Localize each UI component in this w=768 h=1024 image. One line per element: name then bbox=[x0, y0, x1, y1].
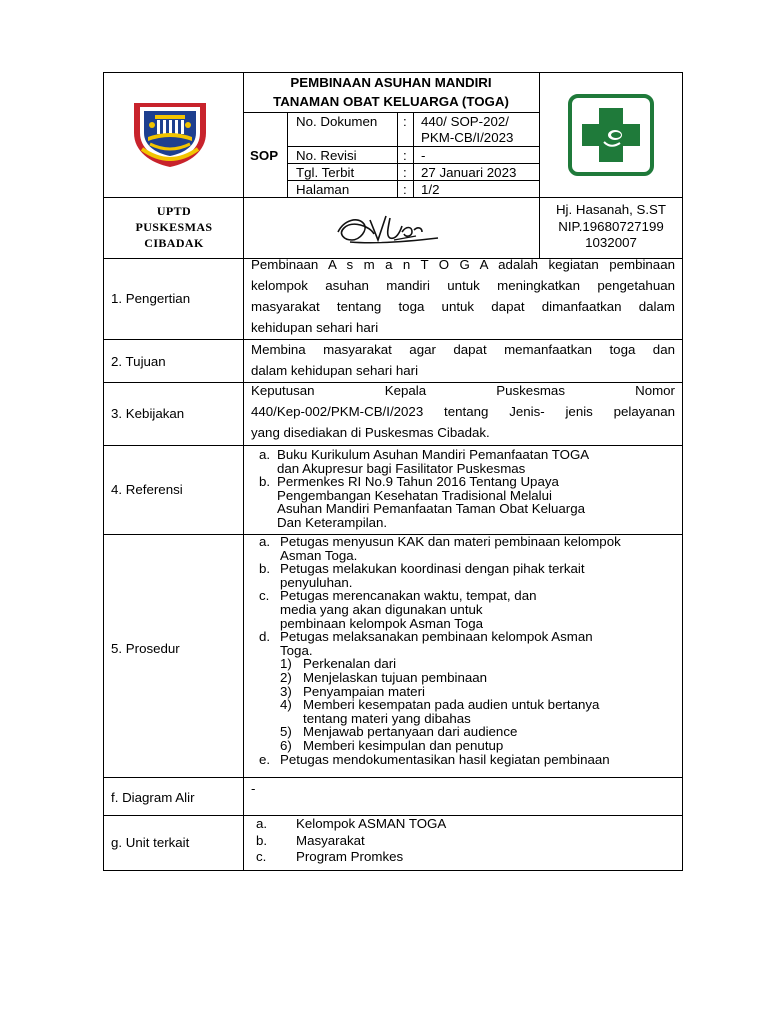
puskesmas-logo bbox=[568, 94, 654, 176]
list-text: Perkenalan dari bbox=[303, 656, 397, 672]
meta-value-no-dokumen-1: 440/ SOP-202/ bbox=[421, 114, 509, 129]
list-item bbox=[259, 475, 679, 489]
list-marker: 2) bbox=[280, 669, 292, 685]
list-marker: e. bbox=[259, 751, 271, 767]
meta-row-line bbox=[287, 180, 539, 181]
table-border-right bbox=[682, 72, 683, 871]
colon-divider-left bbox=[397, 112, 398, 197]
list-item-cont bbox=[259, 502, 679, 516]
document-title-line2: TANAMAN OBAT KELUARGA (TOGA) bbox=[273, 94, 509, 109]
list-item bbox=[256, 849, 676, 866]
list-text: Penyampaian materi bbox=[303, 683, 425, 699]
list-item bbox=[259, 589, 679, 603]
colon-divider-right bbox=[413, 112, 414, 197]
list-text: Petugas melakukan koordinasi dengan pihak terkait bbox=[280, 561, 585, 577]
signer-name: Hj. Hasanah, S.ST bbox=[555, 202, 667, 217]
list-text: Toga. bbox=[280, 642, 313, 658]
list-item-cont bbox=[259, 576, 679, 590]
section-label-diagram-alir: f. Diagram Alir bbox=[111, 790, 195, 805]
meta-sep: : bbox=[403, 165, 407, 180]
sop-label: SOP bbox=[250, 148, 279, 163]
sub-item bbox=[259, 685, 679, 699]
document-title-line1: PEMBINAAN ASUHAN MANDIRI bbox=[290, 75, 492, 90]
list-item bbox=[259, 753, 679, 767]
list-text: Masyarakat bbox=[296, 832, 365, 848]
list-text: Pengembangan Kesehatan Tradisional Melalui bbox=[277, 487, 552, 503]
list-item-cont bbox=[259, 617, 679, 631]
list-marker: b. bbox=[256, 832, 268, 848]
list-text: Buku Kurikulum Asuhan Mandiri Pemanfaatan TOGA bbox=[277, 447, 590, 462]
section-text-tujuan bbox=[251, 339, 675, 381]
list-item-cont bbox=[259, 549, 679, 563]
list-text: dan Akupresur bagi Fasilitator Puskesmas bbox=[277, 460, 526, 476]
list-marker: a. bbox=[259, 534, 271, 549]
sub-item bbox=[259, 657, 679, 671]
list-text: Permenkes RI No.9 Tahun 2016 Tentang Upaya bbox=[277, 474, 559, 490]
referensi-list bbox=[259, 448, 679, 530]
meta-label-tgl-terbit: Tgl. Terbit bbox=[296, 165, 355, 180]
list-marker: 3) bbox=[280, 683, 292, 699]
list-item-cont bbox=[259, 489, 679, 503]
list-item-cont bbox=[259, 644, 679, 658]
list-text: Asuhan Mandiri Pemanfaatan Taman Obat Keluarga bbox=[277, 501, 585, 517]
section-text-kebijakan bbox=[251, 380, 675, 443]
list-item-cont bbox=[259, 516, 679, 530]
meta-sep: : bbox=[403, 114, 407, 129]
text-line: Pembinaan A s m a n T O G A adalah kegiatan pembinaan bbox=[251, 257, 675, 272]
list-item bbox=[256, 833, 676, 850]
signer-nip-line1: NIP.19680727199 bbox=[558, 219, 664, 234]
list-text: pembinaan kelompok Asman Toga bbox=[280, 615, 484, 631]
meta-label-halaman: Halaman bbox=[296, 182, 350, 197]
text-line: masyarakat tentang toga untuk dapat dimanfaatkan dalam bbox=[251, 299, 675, 314]
row-line bbox=[103, 777, 683, 778]
section-label-tujuan: 2. Tujuan bbox=[111, 354, 166, 369]
section-label-pengertian: 1. Pengertian bbox=[111, 291, 191, 306]
list-marker: 4) bbox=[280, 697, 292, 713]
list-item bbox=[259, 535, 679, 549]
list-item bbox=[259, 562, 679, 576]
sop-divider bbox=[287, 112, 288, 197]
text-line: 440/Kep-002/PKM-CB/I/2023 tentang Jenis- jenis pelayanan bbox=[251, 404, 675, 419]
section-label-unit-terkait: g. Unit terkait bbox=[111, 835, 190, 850]
meta-row-line bbox=[287, 163, 539, 164]
list-text: penyuluhan. bbox=[280, 574, 353, 590]
table-border-left bbox=[103, 72, 104, 871]
meta-sep: : bbox=[403, 148, 407, 163]
district-emblem-logo bbox=[128, 99, 212, 169]
meta-sep: : bbox=[403, 182, 407, 197]
sub-item bbox=[259, 698, 679, 712]
meta-value-halaman: 1/2 bbox=[421, 182, 440, 197]
table-border-top bbox=[103, 72, 683, 73]
list-text: Kelompok ASMAN TOGA bbox=[296, 816, 447, 831]
org-name-line2: PUSKESMAS bbox=[135, 220, 213, 234]
list-item-cont bbox=[259, 603, 679, 617]
meta-row-line bbox=[287, 146, 539, 147]
row-line bbox=[103, 445, 683, 446]
text-line: kehidupan sehari hari bbox=[251, 320, 379, 335]
org-name-line1: UPTD bbox=[156, 204, 192, 218]
list-item bbox=[259, 448, 679, 462]
list-text: Asman Toga. bbox=[280, 547, 358, 563]
signature bbox=[330, 206, 442, 250]
section-label-referensi: 4. Referensi bbox=[111, 482, 183, 497]
list-marker: c. bbox=[259, 588, 270, 604]
list-text: Menjawab pertanyaan dari audience bbox=[303, 724, 518, 740]
list-marker: 6) bbox=[280, 737, 292, 753]
section-value-diagram-alir: - bbox=[251, 781, 256, 796]
table-border-bottom bbox=[103, 870, 683, 871]
list-text: Petugas melaksanakan pembinaan kelompok Asman bbox=[280, 629, 593, 645]
meta-value-tgl-terbit: 27 Januari 2023 bbox=[421, 165, 517, 180]
sub-item bbox=[259, 725, 679, 739]
sub-item bbox=[259, 739, 679, 753]
section-label-kebijakan: 3. Kebijakan bbox=[111, 406, 185, 421]
row-line bbox=[103, 197, 683, 198]
list-marker: b. bbox=[259, 474, 271, 490]
text-line: kelompok asuhan mandiri untuk meningkatkan pengetahuan bbox=[251, 278, 675, 293]
meta-value-no-dokumen-2: PKM-CB/I/2023 bbox=[421, 130, 514, 145]
list-marker: a. bbox=[259, 447, 271, 462]
list-marker: c. bbox=[256, 849, 267, 864]
text-line: Membina masyarakat agar dapat memanfaatkan toga dan bbox=[251, 342, 675, 357]
meta-label-no-revisi: No. Revisi bbox=[296, 148, 357, 163]
sub-item bbox=[259, 671, 679, 685]
text-line: dalam kehidupan sehari hari bbox=[251, 363, 419, 378]
list-item bbox=[256, 816, 676, 833]
list-text: tentang materi yang dibahas bbox=[303, 710, 471, 726]
section-text-pengertian bbox=[251, 254, 675, 338]
list-marker: b. bbox=[259, 561, 271, 577]
unit-terkait-list bbox=[256, 816, 676, 866]
list-item-cont bbox=[259, 462, 679, 476]
list-text: Memberi kesimpulan dan penutup bbox=[303, 737, 504, 753]
list-marker: 1) bbox=[280, 656, 292, 672]
list-marker: a. bbox=[256, 816, 268, 831]
list-marker: d. bbox=[259, 629, 271, 645]
org-name-line3: CIBADAK bbox=[144, 236, 204, 250]
meta-label-no-dokumen: No. Dokumen bbox=[296, 114, 378, 129]
list-text: Dan Keterampilan. bbox=[277, 514, 388, 530]
sub-item-cont bbox=[259, 712, 679, 726]
text-line: Keputusan Kepala Puskesmas Nomor bbox=[251, 383, 675, 398]
list-text: Petugas menyusun KAK dan materi pembinaan kelompok bbox=[280, 534, 621, 549]
list-text: Program Promkes bbox=[296, 849, 404, 864]
list-text: Memberi kesempatan pada audien untuk bertanya bbox=[303, 697, 600, 713]
section-label-prosedur: 5. Prosedur bbox=[111, 641, 180, 656]
list-text: Petugas mendokumentasikan hasil kegiatan pembinaan bbox=[280, 751, 610, 767]
list-marker: 5) bbox=[280, 724, 292, 740]
meta-value-no-revisi: - bbox=[421, 148, 426, 163]
list-text: media yang akan digunakan untuk bbox=[280, 601, 483, 617]
list-text: Menjelaskan tujuan pembinaan bbox=[303, 669, 488, 685]
prosedur-list bbox=[259, 535, 679, 766]
signer-nip-line2: 1032007 bbox=[585, 235, 637, 250]
text-line: yang disediakan di Puskesmas Cibadak. bbox=[251, 425, 490, 440]
list-text: Petugas merencanakan waktu, tempat, dan bbox=[280, 588, 537, 604]
list-item bbox=[259, 630, 679, 644]
col-divider-1 bbox=[243, 72, 244, 871]
